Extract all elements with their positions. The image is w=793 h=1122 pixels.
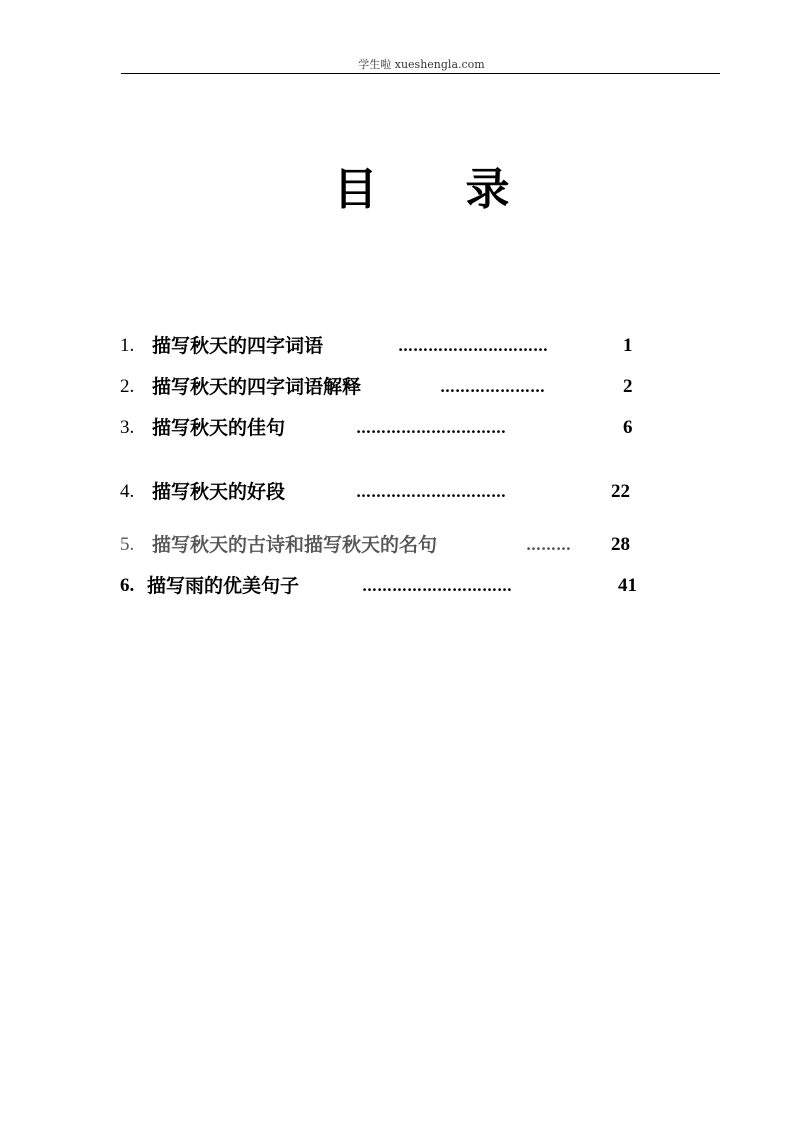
- toc-entry[interactable]: [120, 574, 650, 600]
- toc-entry[interactable]: [120, 533, 640, 559]
- toc-entry[interactable]: [120, 416, 640, 442]
- toc-entry-title: 描写秋天的好段: [152, 481, 286, 503]
- toc-entry[interactable]: [120, 334, 640, 360]
- title-char-1: 目: [333, 164, 378, 215]
- toc-entry-number: 5.: [120, 534, 135, 555]
- toc-entry-title: 描写雨的优美句子: [147, 575, 300, 597]
- toc-entry[interactable]: [120, 375, 640, 401]
- toc-entry-leader: ………: [526, 536, 571, 554]
- toc-entry-number: 3.: [120, 417, 135, 438]
- toc-entry-title: 描写秋天的佳句: [152, 417, 286, 439]
- toc-entry-leader: …………………………: [362, 577, 512, 595]
- page-title: [0, 163, 793, 217]
- toc-entry-number: 1.: [120, 335, 135, 356]
- toc-entry-page: 1: [623, 335, 633, 356]
- toc-entry-page: 41: [618, 575, 637, 596]
- page-header-site: 学生啦 xueshengla.com: [358, 58, 485, 71]
- toc-entry-page: 6: [623, 417, 633, 438]
- title-char-2: 录: [465, 164, 510, 215]
- toc-entry-number: 6.: [120, 575, 135, 596]
- toc-entry[interactable]: [120, 480, 640, 506]
- toc-entry-title: 描写秋天的四字词语解释: [152, 376, 362, 398]
- toc-entry-leader: …………………………: [356, 483, 506, 501]
- toc-entry-leader: …………………: [440, 378, 545, 396]
- toc-entry-title: 描写秋天的古诗和描写秋天的名句: [152, 534, 438, 556]
- toc-entry-page: 22: [611, 481, 630, 502]
- toc-entry-number: 4.: [120, 481, 135, 502]
- toc-entry-leader: …………………………: [398, 337, 548, 355]
- header-divider: [121, 73, 720, 74]
- toc-entry-page: 28: [611, 534, 630, 555]
- toc-entry-page: 2: [623, 376, 633, 397]
- toc-entry-number: 2.: [120, 376, 135, 397]
- toc-entry-title: 描写秋天的四字词语: [152, 335, 324, 357]
- toc-entry-leader: …………………………: [356, 419, 506, 437]
